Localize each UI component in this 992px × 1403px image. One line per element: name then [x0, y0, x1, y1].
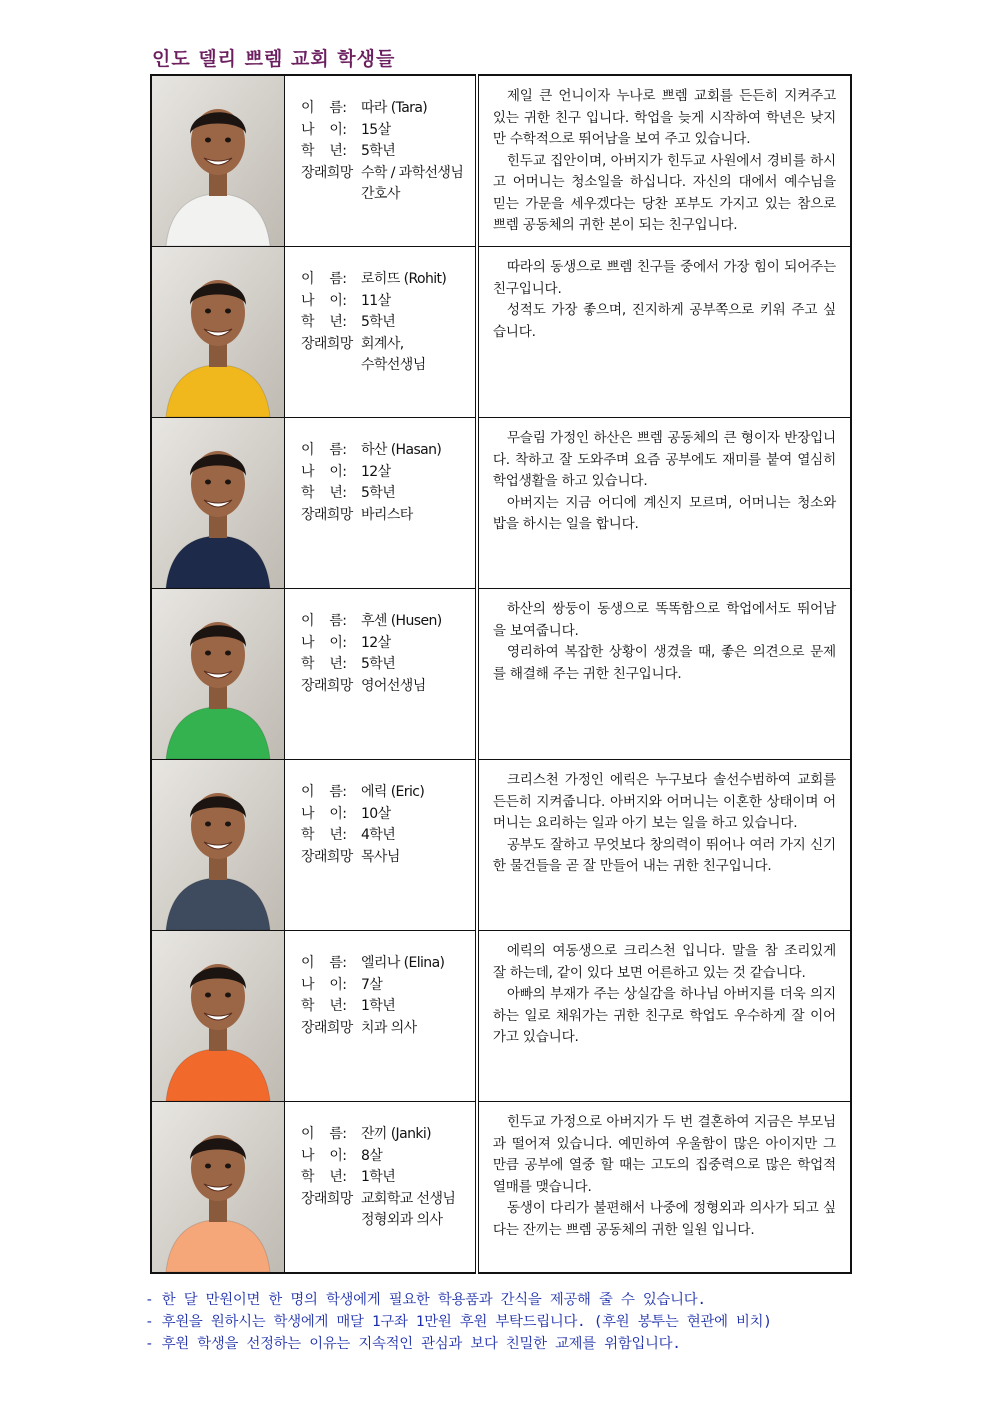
hope-item: 간호사: [361, 186, 400, 202]
info-grade-row: [301, 141, 475, 163]
info-name-label: 이 름:: [301, 442, 347, 458]
info-grade-label: 학 년:: [301, 998, 347, 1014]
child-portrait-icon: [152, 418, 284, 588]
hope-item: 정형외과 의사: [361, 1212, 443, 1228]
hope-item: 수학 / 과학선생님: [361, 164, 464, 181]
description-paragraph: 하산의 쌍둥이 동생으로 똑똑함으로 학업에서도 뛰어남을 보여줍니다.: [492, 601, 836, 639]
child-portrait-icon: [152, 760, 284, 930]
footer-line: - 후원을 원하시는 학생에게 매달 1구좌 1만원 후원 부탁드립니다. (후원 봉투는 현관에 비치): [145, 1314, 772, 1330]
hope-item: 회계사,: [361, 335, 404, 352]
student-photo-cell: [151, 931, 285, 1102]
child-portrait-icon: [152, 76, 284, 246]
student-photo-cell: [151, 247, 285, 418]
info-hope-row: [301, 676, 475, 698]
info-hope-row: [301, 847, 475, 869]
info-age-row: [301, 291, 475, 313]
description-paragraph: 에릭의 여동생으로 크리스천 입니다. 말을 참 조리있게 잘 하는데, 같이 있다 보면 어른하고 있는 것 같습니다.: [492, 943, 836, 981]
footer-notes: [145, 1289, 772, 1355]
info-grade-row: [301, 312, 475, 334]
info-hope-value: [361, 1189, 475, 1232]
description-paragraph: 아버지는 지금 어디에 계신지 모르며, 어머니는 청소와 밥을 하시는 일을 합니다.: [492, 494, 836, 532]
info-age-label: 나 이:: [301, 292, 347, 309]
page-title: 인도 델리 쁘렘 교회 학생들: [152, 48, 396, 70]
info-grade-label: 학 년:: [301, 314, 347, 330]
info-name-value: 따라 (Tara): [361, 100, 428, 116]
info-name-value: 후센 (Husen): [361, 613, 442, 629]
info-grade-value: 5학년: [361, 143, 396, 159]
info-age-value: 12살: [361, 463, 391, 480]
info-hope-label: 장래희망: [301, 1190, 353, 1207]
student-photo-cell: [151, 1102, 285, 1274]
info-age-row: [301, 804, 475, 826]
info-name-row: [301, 269, 475, 291]
description-paragraph: 공부도 잘하고 무엇보다 창의력이 뛰어나 여러 가지 신기한 물건들을 곧 잘 만들어 내는 귀한 친구입니다.: [492, 836, 836, 874]
student-photo-cell: [151, 418, 285, 589]
info-name-row: [301, 440, 475, 462]
info-name-value: 엘리나 (Elina): [361, 955, 445, 971]
info-name-row: [301, 782, 475, 804]
info-hope-label: 장래희망: [301, 164, 353, 181]
info-age-label: 나 이:: [301, 976, 347, 993]
info-age-row: [301, 462, 475, 484]
info-grade-row: [301, 483, 475, 505]
info-hope-row: [301, 1018, 475, 1040]
footer-line: - 후원 학생을 선정하는 이유는 지속적인 관심과 보다 친밀한 교제를 위함입니다.: [145, 1336, 681, 1352]
students-table: [150, 74, 852, 1274]
info-grade-value: 5학년: [361, 314, 396, 330]
info-grade-label: 학 년:: [301, 485, 347, 501]
hope-item: 치과 의사: [361, 1019, 417, 1036]
info-hope-value: [361, 505, 475, 527]
info-name-value: 잔끼 (Janki): [361, 1126, 432, 1142]
info-hope-row: [301, 163, 475, 206]
info-grade-row: [301, 654, 475, 676]
info-hope-value: [361, 163, 475, 206]
info-name-label: 이 름:: [301, 784, 347, 800]
description-paragraph: 힌두교 집안이며, 아버지가 힌두교 사원에서 경비를 하시고 어머니는 청소일을 하십니다. 자신의 대에서 예수님을 믿는 가문을 세우겠다는 당찬 포부도 가지고 있는 참으로 쁘렘 공동체의 귀한 본이 되는 친구입니다.: [492, 152, 836, 233]
info-hope-label: 장래희망: [301, 335, 353, 352]
description-paragraph: 따라의 동생으로 쁘렘 친구들 중에서 가장 힘이 되어주는 친구입니다.: [492, 259, 836, 297]
info-grade-label: 학 년:: [301, 656, 347, 672]
info-name-row: [301, 1124, 475, 1146]
student-row: [151, 589, 851, 760]
info-name-label: 이 름:: [301, 1126, 347, 1142]
info-age-value: 11살: [361, 292, 391, 309]
student-description-cell: [477, 1102, 851, 1274]
info-age-label: 나 이:: [301, 634, 347, 651]
info-hope-value: [361, 334, 475, 377]
info-hope-label: 장래희망: [301, 506, 353, 523]
student-row: [151, 247, 851, 418]
description-paragraph: 아빠의 부재가 주는 상실감을 하나님 아버지를 더욱 의지하는 일로 채워가는 귀한 친구로 학업도 우수하게 잘 이어가고 있습니다.: [492, 986, 836, 1045]
student-info-cell: [285, 1102, 477, 1274]
student-row: [151, 1102, 851, 1274]
info-grade-row: [301, 825, 475, 847]
description-paragraph: 무슬림 가정인 하산은 쁘렘 공동체의 큰 형이자 반장입니다. 착하고 잘 도와주며 요즘 공부에도 재미를 붙여 열심히 학업생활을 하고 있습니다.: [492, 430, 836, 489]
info-age-value: 10살: [361, 805, 391, 822]
student-row: [151, 418, 851, 589]
child-portrait-icon: [152, 247, 284, 417]
hope-item: 목사님: [361, 848, 400, 865]
student-row: [151, 931, 851, 1102]
info-hope-row: [301, 1189, 475, 1232]
student-row: [151, 760, 851, 931]
info-age-row: [301, 120, 475, 142]
info-age-value: 12살: [361, 634, 391, 651]
info-age-label: 나 이:: [301, 463, 347, 480]
student-photo: [152, 247, 284, 417]
student-photo: [152, 589, 284, 759]
hope-item: 영어선생님: [361, 677, 426, 694]
info-age-value: 8살: [361, 1147, 383, 1164]
description-paragraph: 크리스천 가정인 에릭은 누구보다 솔선수범하여 교회를 든든히 지켜줍니다. 아버지와 어머니는 이혼한 상태이며 어머니는 요리하는 일과 아기 보는 일을 하고 있습니다.: [492, 772, 836, 831]
info-grade-value: 4학년: [361, 827, 396, 843]
info-hope-label: 장래희망: [301, 677, 353, 694]
description-paragraph: 힌두교 가정으로 아버지가 두 번 결혼하여 지금은 부모님과 떨어져 있습니다. 예민하여 우울함이 많은 아이지만 그만큼 공부에 열중 할 때는 고도의 집중력으로 많은 학업적 열매를 맺습니다.: [492, 1114, 836, 1195]
info-grade-label: 학 년:: [301, 1169, 347, 1185]
info-hope-value: [361, 676, 475, 698]
info-grade-value: 5학년: [361, 656, 396, 672]
info-name-label: 이 름:: [301, 955, 347, 971]
info-age-label: 나 이:: [301, 121, 347, 138]
info-hope-row: [301, 334, 475, 377]
info-age-value: 15살: [361, 121, 391, 138]
info-grade-label: 학 년:: [301, 827, 347, 843]
student-info-cell: [285, 75, 477, 247]
info-grade-value: 5학년: [361, 485, 396, 501]
student-photo: [152, 418, 284, 588]
description-paragraph: 동생이 다리가 불편해서 나중에 정형외과 의사가 되고 싶다는 잔끼는 쁘렘 공동체의 귀한 일원 입니다.: [492, 1200, 836, 1238]
student-info-cell: [285, 418, 477, 589]
info-name-label: 이 름:: [301, 100, 347, 116]
info-name-row: [301, 953, 475, 975]
student-photo: [152, 931, 284, 1101]
info-name-label: 이 름:: [301, 613, 347, 629]
student-description-cell: [477, 589, 851, 760]
info-name-value: 로히뜨 (Rohit): [361, 271, 447, 287]
student-description-cell: [477, 931, 851, 1102]
student-photo: [152, 76, 284, 246]
info-hope-row: [301, 505, 475, 527]
info-age-row: [301, 633, 475, 655]
student-photo: [152, 1102, 284, 1272]
student-info-cell: [285, 931, 477, 1102]
info-name-value: 하산 (Hasan): [361, 442, 442, 458]
student-info-cell: [285, 589, 477, 760]
student-info-cell: [285, 760, 477, 931]
info-name-value: 에릭 (Eric): [361, 784, 425, 800]
description-paragraph: 영리하여 복잡한 상황이 생겼을 때, 좋은 의견으로 문제를 해결해 주는 귀한 친구입니다.: [492, 644, 836, 682]
description-paragraph: 제일 큰 언니이자 누나로 쁘렘 교회를 든든히 지켜주고 있는 귀한 친구 입니다. 학업을 늦게 시작하여 학년은 낮지만 수학적으로 뛰어남을 보여 주고 있습니다.: [492, 88, 836, 147]
student-photo-cell: [151, 75, 285, 247]
description-paragraph: 성적도 가장 좋으며, 진지하게 공부쪽으로 키워 주고 싶습니다.: [492, 302, 836, 340]
info-hope-value: [361, 1018, 475, 1040]
student-description-cell: [477, 760, 851, 931]
student-photo-cell: [151, 589, 285, 760]
info-name-row: [301, 611, 475, 633]
student-row: [151, 75, 851, 247]
student-photo-cell: [151, 760, 285, 931]
info-grade-row: [301, 1167, 475, 1189]
info-age-row: [301, 1146, 475, 1168]
info-grade-value: 1학년: [361, 1169, 396, 1185]
info-name-row: [301, 98, 475, 120]
info-age-label: 나 이:: [301, 1147, 347, 1164]
student-description-cell: [477, 247, 851, 418]
student-info-cell: [285, 247, 477, 418]
info-grade-row: [301, 996, 475, 1018]
info-hope-value: [361, 847, 475, 869]
info-name-label: 이 름:: [301, 271, 347, 287]
info-grade-value: 1학년: [361, 998, 396, 1014]
child-portrait-icon: [152, 931, 284, 1101]
info-age-row: [301, 975, 475, 997]
student-description-cell: [477, 418, 851, 589]
child-portrait-icon: [152, 589, 284, 759]
info-age-value: 7살: [361, 976, 383, 993]
hope-item: 바리스타: [361, 506, 413, 523]
child-portrait-icon: [152, 1102, 284, 1272]
student-photo: [152, 760, 284, 930]
hope-item: 수학선생님: [361, 357, 426, 373]
info-age-label: 나 이:: [301, 805, 347, 822]
info-grade-label: 학 년:: [301, 143, 347, 159]
footer-line: - 한 달 만원이면 한 명의 학생에게 필요한 학용품과 간식을 제공해 줄 수 있습니다.: [145, 1292, 706, 1308]
info-hope-label: 장래희망: [301, 848, 353, 865]
hope-item: 교회학교 선생님: [361, 1190, 456, 1207]
info-hope-label: 장래희망: [301, 1019, 353, 1036]
student-description-cell: [477, 75, 851, 247]
